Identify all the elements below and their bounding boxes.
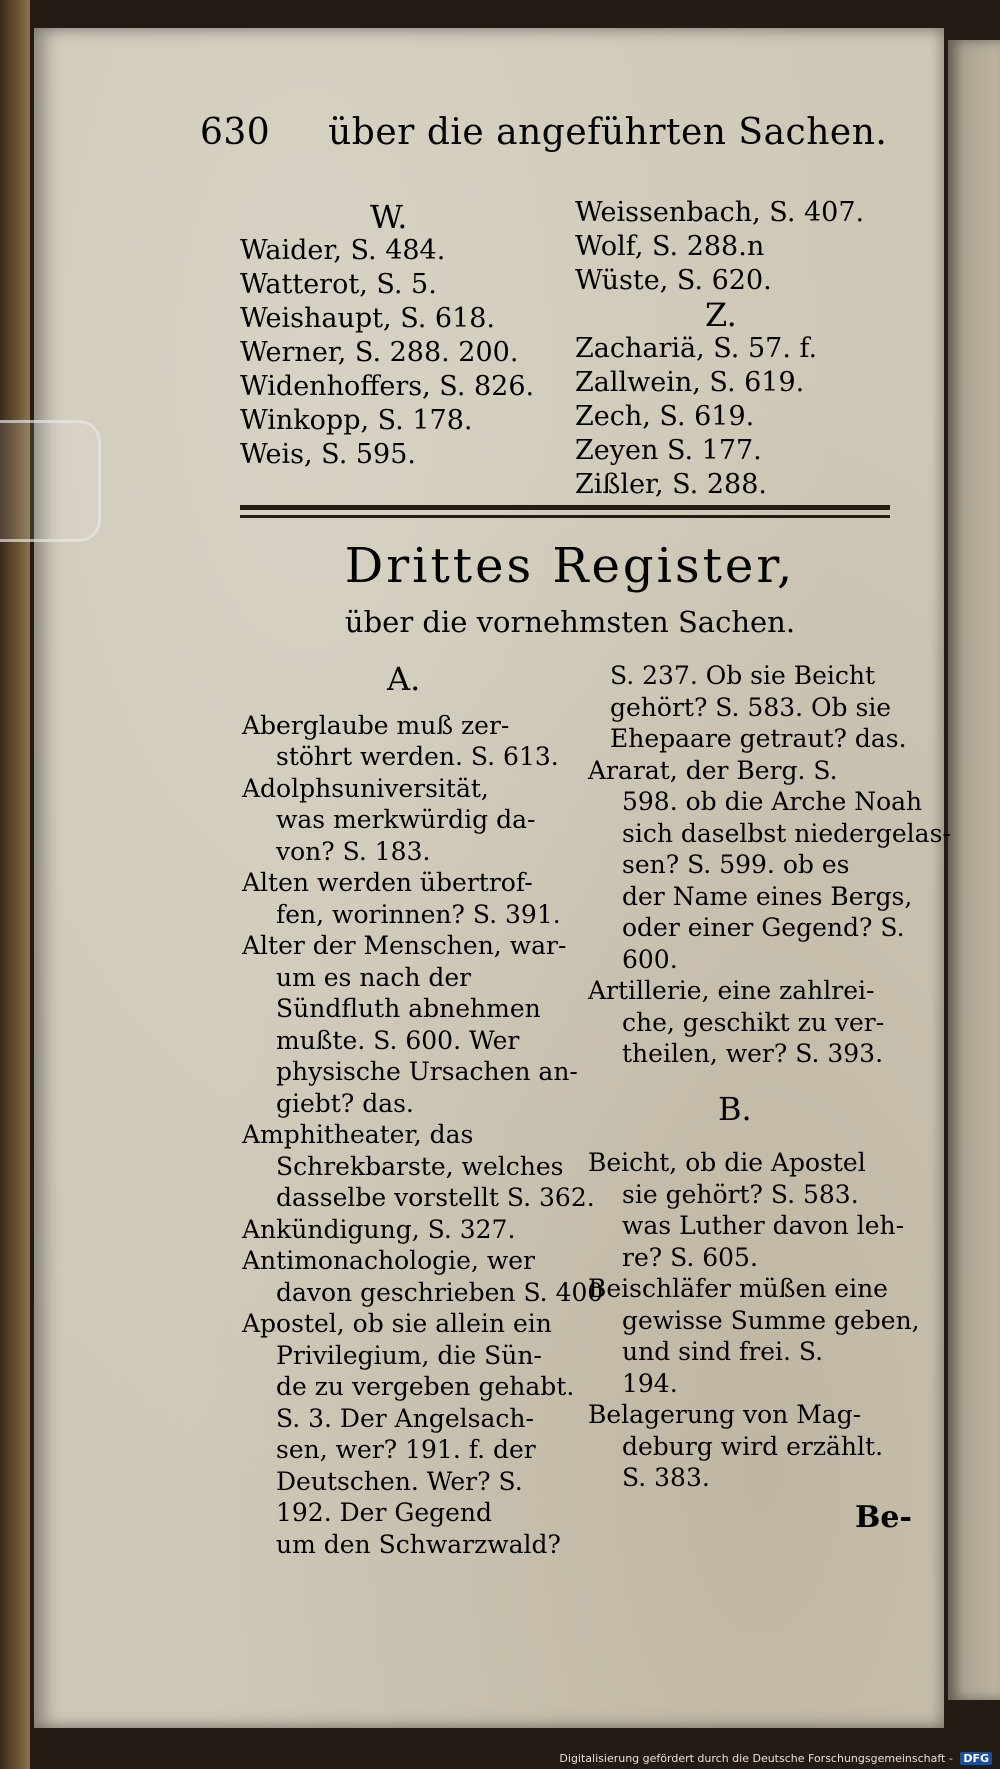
entry-line: sen? S. 599. ob es: [622, 850, 850, 879]
register-entry: [588, 660, 933, 755]
entry-line: Apostel, ob sie allein ein: [242, 1309, 552, 1338]
entry-line: gehört? S. 583. Ob sie: [610, 692, 892, 722]
book-binding-edge: [0, 0, 30, 1769]
entry-line: S. 3. Der Angelsach-: [276, 1403, 534, 1433]
entry-line: Belagerung von Mag-: [588, 1400, 862, 1429]
register-entry: [242, 773, 582, 868]
names-index-right: [575, 196, 915, 502]
entry-line: und sind frei. S.: [622, 1337, 824, 1366]
index-entry: Zachariä, S. 57. f.: [575, 333, 818, 364]
index-entry: Weishaupt, S. 618.: [240, 303, 496, 334]
letter-heading-w: W.: [370, 198, 408, 236]
digitization-footer: [559, 1752, 992, 1765]
entry-line: Ehepaare getraut? das.: [610, 724, 907, 753]
entry-line: um den Schwarzwald?: [276, 1529, 561, 1559]
entry-line: Deutschen. Wer? S.: [276, 1466, 523, 1496]
register-entry: [242, 710, 582, 773]
entry-line: deburg wird erzählt.: [622, 1431, 884, 1461]
register-entry: [242, 1119, 595, 1214]
entry-line: physische Ursachen an-: [276, 1057, 578, 1086]
entry-line: Privilegium, die Sün-: [276, 1340, 542, 1370]
index-entry: Werner, S. 288. 200.: [240, 337, 519, 368]
register-entry: [242, 867, 582, 930]
entry-line: oder einer Gegend? S.: [622, 913, 905, 942]
entry-line: che, geschikt zu ver-: [622, 1007, 885, 1037]
running-title: über die angeführten Sachen.: [328, 112, 888, 153]
index-entry: Watterot, S. 5.: [240, 269, 437, 300]
index-entry: Zech, S. 619.: [575, 401, 755, 432]
index-entry: Winkopp, S. 178.: [240, 405, 473, 436]
entry-line: theilen, wer? S. 393.: [622, 1039, 884, 1068]
catchword: Be-: [855, 1500, 912, 1535]
page-number: 630: [200, 112, 271, 153]
register-entry: [588, 1399, 933, 1494]
letter-heading-b: B.: [718, 1089, 752, 1128]
entry-line: 192. Der Gegend: [276, 1498, 493, 1527]
entry-line: Beischläfer müßen eine: [588, 1274, 888, 1303]
page-header: [200, 112, 888, 153]
letter-heading-a: A.: [387, 660, 421, 698]
entry-line: 600.: [622, 944, 678, 974]
entry-line: Beicht, ob die Apostel: [588, 1148, 866, 1177]
register-title: Drittes Register,: [344, 538, 796, 594]
footer-text: Digitalisierung gefördert durch die Deutsche Forschungsgemeinschaft -: [559, 1752, 953, 1765]
register-entry: [242, 1214, 582, 1246]
index-entry: Zißler, S. 288.: [575, 469, 767, 500]
facing-page-edge: [948, 40, 1000, 1700]
index-entry: Wüste, S. 620.: [575, 265, 772, 296]
names-index-left: [240, 200, 570, 472]
entry-line: was merkwürdig da-: [276, 805, 536, 834]
register-right-column: [588, 660, 951, 1494]
entry-line: 194.: [622, 1368, 678, 1398]
register-entry: [588, 1147, 933, 1273]
entry-line: Alten werden übertrof-: [242, 868, 533, 897]
section-divider: [240, 505, 890, 510]
entry-line: davon geschrieben S. 400: [276, 1277, 604, 1307]
index-entry: Weis, S. 595.: [240, 439, 417, 470]
entry-line: Artillerie, eine zahlrei-: [588, 976, 875, 1005]
entry-line: mußte. S. 600. Wer: [276, 1025, 520, 1055]
index-entry: Zallwein, S. 619.: [575, 367, 805, 398]
entry-line: Schrekbarste, welches: [276, 1151, 564, 1181]
entry-line: giebt? das.: [276, 1088, 414, 1118]
index-entry: Waider, S. 484.: [240, 235, 446, 266]
entry-line: sie gehört? S. 583.: [622, 1179, 859, 1209]
section-divider-thin: [240, 515, 890, 518]
entry-line: S. 383.: [622, 1463, 710, 1492]
entry-line: sich daselbst niedergelas-: [622, 818, 951, 848]
entry-line: Aberglaube muß zer-: [242, 710, 510, 740]
bookmark-clip: [0, 420, 101, 542]
entry-line: de zu vergeben gehabt.: [276, 1372, 575, 1401]
entry-line: 598. ob die Arche Noah: [622, 787, 923, 816]
entry-line: Alter der Menschen, war-: [242, 931, 567, 960]
entry-line: von? S. 183.: [276, 836, 431, 866]
register-subtitle: über die vornehmsten Sachen.: [344, 605, 796, 639]
entry-line: Ararat, der Berg. S.: [588, 755, 838, 785]
entry-line: um es nach der: [276, 962, 472, 992]
entry-line: Adolphsuniversität,: [242, 773, 489, 803]
entry-line: sen, wer? 191. f. der: [276, 1435, 536, 1464]
register-entry: [242, 930, 582, 1119]
entry-line: re? S. 605.: [622, 1242, 758, 1272]
register-entry: [242, 1245, 604, 1308]
entry-line: was Luther davon leh-: [622, 1211, 905, 1240]
index-entry: Wolf, S. 288.n: [575, 231, 765, 262]
entry-line: Sündfluth abnehmen: [276, 994, 541, 1023]
entry-line: fen, worinnen? S. 391.: [276, 899, 561, 929]
register-entry: [588, 975, 933, 1070]
letter-heading-z: Z.: [705, 296, 737, 334]
entry-line: der Name eines Bergs,: [622, 881, 913, 911]
entry-line: Amphitheater, das: [242, 1120, 474, 1149]
index-entry: Zeyen S. 177.: [575, 435, 762, 466]
dfg-logo: DFG: [960, 1752, 992, 1765]
entry-line: Antimonachologie, wer: [242, 1246, 535, 1275]
register-left-column: [242, 660, 604, 1560]
entry-line: Ankündigung, S. 327.: [242, 1214, 516, 1244]
index-entry: Weissenbach, S. 407.: [575, 197, 865, 228]
entry-line: gewisse Summe geben,: [622, 1305, 920, 1335]
register-entry: [242, 1308, 582, 1560]
register-entry: [588, 755, 951, 976]
entry-line: stöhrt werden. S. 613.: [276, 742, 559, 771]
entry-line: dasselbe vorstellt S. 362.: [276, 1183, 595, 1212]
index-entry: Widenhoffers, S. 826.: [240, 371, 535, 402]
register-entry: [588, 1273, 933, 1399]
entry-line: S. 237. Ob sie Beicht: [610, 661, 876, 690]
